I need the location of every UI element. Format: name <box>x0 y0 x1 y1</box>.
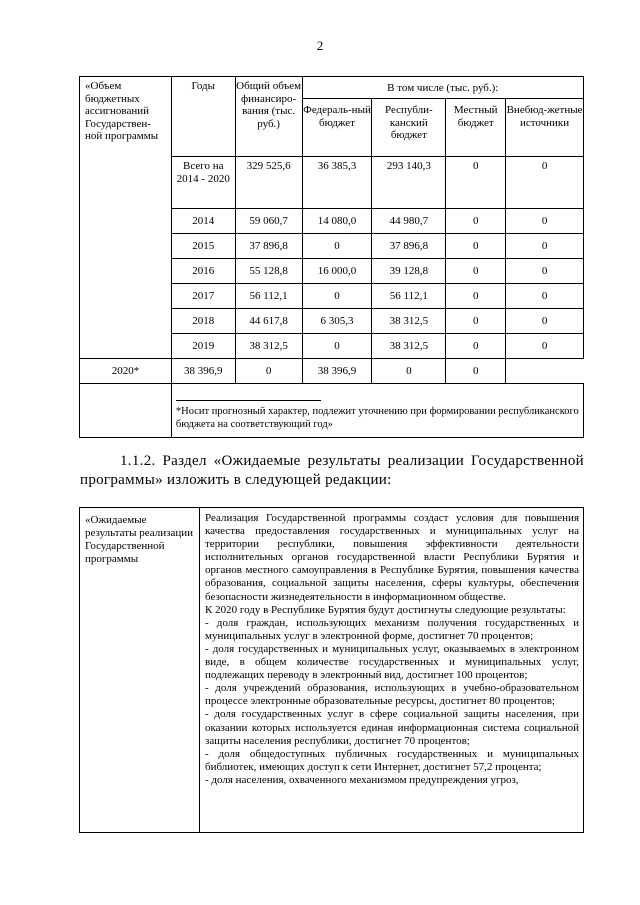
cell-year: 2016 <box>171 259 235 284</box>
cell-local: 0 <box>446 284 506 309</box>
col-header-federal: Федераль-ный бюджет <box>302 99 372 157</box>
cell-year: 2017 <box>171 284 235 309</box>
col-header-incl: В том числе (тыс. руб.): <box>302 77 583 99</box>
cell-local: 0 <box>446 259 506 284</box>
cell-offbudget: 0 <box>506 234 584 259</box>
section-heading: 1.1.2. Раздел «Ожидаемые результаты реализации Государственной программы» изложить в следующей редакции: <box>80 453 584 488</box>
cell-total: 329 525,6 <box>235 157 302 209</box>
result-paragraph: - доля граждан, использующих механизм получения государственных и муниципальных услуг в электронной форме, достигнет 70 процентов; <box>205 616 579 642</box>
cell-year: 2019 <box>171 334 235 359</box>
cell-total: 38 312,5 <box>235 334 302 359</box>
cell-total: 38 396,9 <box>171 359 235 384</box>
cell-federal: 14 080,0 <box>302 209 372 234</box>
funding-table <box>79 76 584 438</box>
cell-federal: 0 <box>235 359 302 384</box>
cell-federal: 0 <box>302 334 372 359</box>
cell-offbudget: 0 <box>506 284 584 309</box>
result-paragraph: - доля государственных и муниципальных услуг, оказываемых в электронном виде, в общем количестве государственных и муниципальных услуг, подлежащих переводу в электронный вид, достигнет 100 процентов; <box>205 642 579 682</box>
col-header-local: Местный бюджет <box>446 99 506 157</box>
cell-republic: 44 980,7 <box>372 209 446 234</box>
cell-local: 0 <box>372 359 446 384</box>
results-label: «Ожидаемые результаты реализации Государственной программы <box>80 508 200 833</box>
cell-year: 2015 <box>171 234 235 259</box>
cell-federal: 16 000,0 <box>302 259 372 284</box>
result-paragraph: Реализация Государственной программы создаст условия для повышения качества предоставления государственных и муниципальных услуг на территории республики, повышения эффективности деятельности исполнительных органов государственной власти Республики Бурятия и органов местного самоуправления в Республике Бурятия, повышения качества образования, социальной защиты населения, сферы культуры, обеспечения безопасности жизнедеятельности в информационном обществе. <box>205 512 579 603</box>
funding-label: «Объем бюджетных ассигнований Государствен-ной программы <box>80 77 172 359</box>
cell-federal: 36 385,3 <box>302 157 372 209</box>
results-table <box>79 507 584 833</box>
cell-offbudget: 0 <box>506 259 584 284</box>
page-number: 2 <box>316 38 324 53</box>
cell-year: 2020* <box>80 359 172 384</box>
cell-local: 0 <box>446 209 506 234</box>
cell-federal: 6 305,3 <box>302 309 372 334</box>
result-paragraph: - доля учреждений образования, использующих в учебно-образовательном процессе электронные образовательные ресурсы, достигнет 80 процентов; <box>205 682 579 708</box>
cell-offbudget: 0 <box>506 334 584 359</box>
col-header-year: Годы <box>171 77 235 157</box>
col-header-offbudget: Внебюд-жетные источники <box>506 99 584 157</box>
cell-offbudget: 0 <box>506 157 584 209</box>
cell-local: 0 <box>446 334 506 359</box>
cell-republic: 38 312,5 <box>372 334 446 359</box>
cell-offbudget: 0 <box>446 359 506 384</box>
result-paragraph: К 2020 году в Республике Бурятия будут достигнуты следующие результаты: <box>205 603 566 616</box>
cell-total: 56 112,1 <box>235 284 302 309</box>
cell-year: 2014 <box>171 209 235 234</box>
cell-offbudget: 0 <box>506 209 584 234</box>
footnote-cell <box>171 384 583 438</box>
cell-total: 44 617,8 <box>235 309 302 334</box>
cell-local: 0 <box>446 157 506 209</box>
cell-federal: 0 <box>302 234 372 259</box>
cell-total: 59 060,7 <box>235 209 302 234</box>
cell-local: 0 <box>446 309 506 334</box>
table-row <box>80 359 584 384</box>
cell-republic: 293 140,3 <box>372 157 446 209</box>
result-paragraph: - доля государственных услуг в сфере социальной защиты населения, при оказании которых используется единая информационная система социальной защиты населения республики, достигнет 70 процентов; <box>205 708 579 747</box>
cell-offbudget: 0 <box>506 309 584 334</box>
cell-republic: 56 112,1 <box>372 284 446 309</box>
result-paragraph: - доля общедоступных публичных государственных и муниципальных библиотек, имеющих доступ к сети Интернет, достигнет 57,2 процента; <box>205 747 579 773</box>
cell-year: 2018 <box>171 309 235 334</box>
cell-total: 55 128,8 <box>235 259 302 284</box>
col-header-total: Общий объем финансиро-вания (тыс. руб.) <box>235 77 302 157</box>
cell-republic: 38 396,9 <box>302 359 372 384</box>
results-content <box>200 508 584 833</box>
cell-year: Всего на 2014 - 2020 <box>171 157 235 209</box>
cell-local: 0 <box>446 234 506 259</box>
cell-republic: 38 312,5 <box>372 309 446 334</box>
result-paragraph: - доля населения, охваченного механизмом предупреждения угроз, <box>205 773 519 786</box>
cell-republic: 37 896,8 <box>372 234 446 259</box>
col-header-republic: Республи-канский бюджет <box>372 99 446 157</box>
cell-total: 37 896,8 <box>235 234 302 259</box>
footnote-divider <box>176 400 321 401</box>
footnote-text: *Носит прогнозный характер, подлежит уточнению при формировании республиканского бюджета на соответствующий год» <box>175 406 579 430</box>
cell-federal: 0 <box>302 284 372 309</box>
cell-republic: 39 128,8 <box>372 259 446 284</box>
